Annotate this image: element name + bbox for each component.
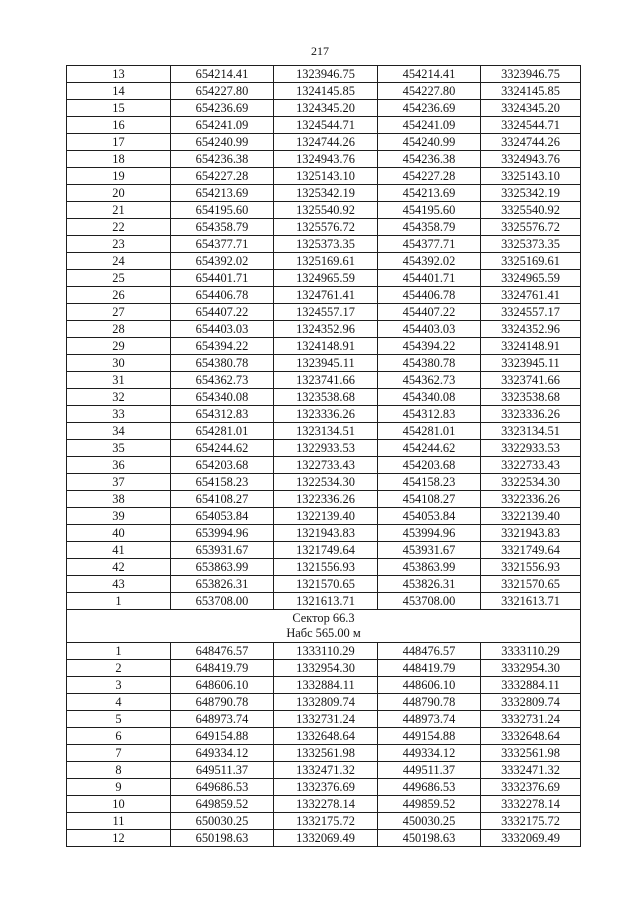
coordinate-cell: 649334.12 bbox=[171, 745, 274, 762]
coordinate-cell: 449334.12 bbox=[378, 745, 481, 762]
coordinate-cell: 1332731.24 bbox=[274, 711, 378, 728]
point-number-cell: 31 bbox=[67, 372, 171, 389]
point-number-cell: 40 bbox=[67, 525, 171, 542]
coordinate-cell: 1323538.68 bbox=[274, 389, 378, 406]
coordinate-cell: 1325169.61 bbox=[274, 253, 378, 270]
table-row bbox=[67, 796, 581, 813]
table-row bbox=[67, 813, 581, 830]
coordinate-cell: 448606.10 bbox=[378, 677, 481, 694]
coordinate-cell: 3321943.83 bbox=[481, 525, 581, 542]
coordinate-cell: 3323336.26 bbox=[481, 406, 581, 423]
table-row bbox=[67, 779, 581, 796]
coordinate-cell: 654407.22 bbox=[171, 304, 274, 321]
coordinate-cell: 3324544.71 bbox=[481, 117, 581, 134]
coordinate-cell: 654236.38 bbox=[171, 151, 274, 168]
coordinate-cell: 654195.60 bbox=[171, 202, 274, 219]
point-number-cell: 17 bbox=[67, 134, 171, 151]
point-number-cell: 23 bbox=[67, 236, 171, 253]
coordinate-cell: 654213.69 bbox=[171, 185, 274, 202]
coordinate-cell: 654403.03 bbox=[171, 321, 274, 338]
table-row bbox=[67, 117, 581, 134]
coordinate-cell: 3324557.17 bbox=[481, 304, 581, 321]
coordinate-cell: 1324744.26 bbox=[274, 134, 378, 151]
coordinate-cell: 654158.23 bbox=[171, 474, 274, 491]
coordinate-cell: 654214.41 bbox=[171, 66, 274, 83]
coordinate-cell: 1322336.26 bbox=[274, 491, 378, 508]
coordinate-cell: 449686.53 bbox=[378, 779, 481, 796]
point-number-cell: 34 bbox=[67, 423, 171, 440]
coordinate-cell: 650198.63 bbox=[171, 830, 274, 847]
coordinate-cell: 3324943.76 bbox=[481, 151, 581, 168]
coordinate-cell: 454227.80 bbox=[378, 83, 481, 100]
coordinate-cell: 654227.80 bbox=[171, 83, 274, 100]
point-number-cell: 15 bbox=[67, 100, 171, 117]
point-number-cell: 43 bbox=[67, 576, 171, 593]
coordinate-cell: 3332376.69 bbox=[481, 779, 581, 796]
table-row bbox=[67, 660, 581, 677]
coordinate-cell: 3332809.74 bbox=[481, 694, 581, 711]
point-number-cell: 16 bbox=[67, 117, 171, 134]
point-number-cell: 3 bbox=[67, 677, 171, 694]
coordinate-cell: 454407.22 bbox=[378, 304, 481, 321]
sector-height: Набс 565.00 м bbox=[286, 626, 361, 640]
table-row bbox=[67, 66, 581, 83]
coordinate-cell: 654380.78 bbox=[171, 355, 274, 372]
point-number-cell: 27 bbox=[67, 304, 171, 321]
point-number-cell: 9 bbox=[67, 779, 171, 796]
coordinate-cell: 454213.69 bbox=[378, 185, 481, 202]
coordinate-cell: 454401.71 bbox=[378, 270, 481, 287]
coordinate-cell: 1332954.30 bbox=[274, 660, 378, 677]
coordinate-cell: 1321570.65 bbox=[274, 576, 378, 593]
table-row bbox=[67, 270, 581, 287]
coordinate-cell: 453708.00 bbox=[378, 593, 481, 610]
coordinate-cell: 654108.27 bbox=[171, 491, 274, 508]
coordinate-cell: 1325143.10 bbox=[274, 168, 378, 185]
point-number-cell: 32 bbox=[67, 389, 171, 406]
coordinate-cell: 1323945.11 bbox=[274, 355, 378, 372]
coordinate-cell: 1332561.98 bbox=[274, 745, 378, 762]
coordinate-cell: 653931.67 bbox=[171, 542, 274, 559]
point-number-cell: 37 bbox=[67, 474, 171, 491]
coordinate-cell: 3322139.40 bbox=[481, 508, 581, 525]
coordinate-cell: 453994.96 bbox=[378, 525, 481, 542]
coordinate-cell: 649859.52 bbox=[171, 796, 274, 813]
table-row bbox=[67, 474, 581, 491]
coordinate-cell: 654241.09 bbox=[171, 117, 274, 134]
point-number-cell: 10 bbox=[67, 796, 171, 813]
coordinate-cell: 454312.83 bbox=[378, 406, 481, 423]
coordinate-cell: 3325342.19 bbox=[481, 185, 581, 202]
coordinate-cell: 453863.99 bbox=[378, 559, 481, 576]
coordinate-cell: 654401.71 bbox=[171, 270, 274, 287]
coordinate-cell: 3324148.91 bbox=[481, 338, 581, 355]
coordinate-cell: 649154.88 bbox=[171, 728, 274, 745]
coordinate-cell: 454158.23 bbox=[378, 474, 481, 491]
point-number-cell: 42 bbox=[67, 559, 171, 576]
coordinate-cell: 454380.78 bbox=[378, 355, 481, 372]
coordinate-cell: 3333110.29 bbox=[481, 643, 581, 660]
table-row bbox=[67, 457, 581, 474]
coordinate-cell: 3325373.35 bbox=[481, 236, 581, 253]
point-number-cell: 4 bbox=[67, 694, 171, 711]
coordinate-cell: 450030.25 bbox=[378, 813, 481, 830]
point-number-cell: 12 bbox=[67, 830, 171, 847]
coordinate-cell: 454236.69 bbox=[378, 100, 481, 117]
coordinate-cell: 654406.78 bbox=[171, 287, 274, 304]
table-row bbox=[67, 372, 581, 389]
point-number-cell: 11 bbox=[67, 813, 171, 830]
table-row bbox=[67, 406, 581, 423]
coordinate-cell: 454236.38 bbox=[378, 151, 481, 168]
point-number-cell: 33 bbox=[67, 406, 171, 423]
coordinate-cell: 454244.62 bbox=[378, 440, 481, 457]
coordinate-cell: 448973.74 bbox=[378, 711, 481, 728]
coordinate-cell: 3324761.41 bbox=[481, 287, 581, 304]
coordinate-cell: 1332069.49 bbox=[274, 830, 378, 847]
point-number-cell: 26 bbox=[67, 287, 171, 304]
coordinate-cell: 653863.99 bbox=[171, 559, 274, 576]
point-number-cell: 38 bbox=[67, 491, 171, 508]
table-row bbox=[67, 389, 581, 406]
coordinate-cell: 654394.22 bbox=[171, 338, 274, 355]
point-number-cell: 41 bbox=[67, 542, 171, 559]
page-number: 217 bbox=[311, 44, 329, 58]
coordinate-cell: 3323741.66 bbox=[481, 372, 581, 389]
coordinate-cell: 454108.27 bbox=[378, 491, 481, 508]
coordinate-cell: 454240.99 bbox=[378, 134, 481, 151]
coordinate-cell: 648790.78 bbox=[171, 694, 274, 711]
coordinate-cell: 1325373.35 bbox=[274, 236, 378, 253]
coordinate-cell: 3321613.71 bbox=[481, 593, 581, 610]
table-row bbox=[67, 643, 581, 660]
coordinate-cell: 449154.88 bbox=[378, 728, 481, 745]
coordinate-cell: 3322534.30 bbox=[481, 474, 581, 491]
coordinate-cell: 3332884.11 bbox=[481, 677, 581, 694]
coordinate-cell: 3332731.24 bbox=[481, 711, 581, 728]
table-row bbox=[67, 83, 581, 100]
coordinate-cell: 654244.62 bbox=[171, 440, 274, 457]
table-row bbox=[67, 304, 581, 321]
sector-name: Сектор 66.3 bbox=[292, 611, 355, 625]
coordinate-cell: 454227.28 bbox=[378, 168, 481, 185]
point-number-cell: 29 bbox=[67, 338, 171, 355]
coordinate-cell: 1332175.72 bbox=[274, 813, 378, 830]
table-row bbox=[67, 491, 581, 508]
coordinate-cell: 654240.99 bbox=[171, 134, 274, 151]
table-row bbox=[67, 677, 581, 694]
coordinate-cell: 3321556.93 bbox=[481, 559, 581, 576]
coordinate-cell: 450198.63 bbox=[378, 830, 481, 847]
coordinate-cell: 448790.78 bbox=[378, 694, 481, 711]
coordinate-cell: 3325169.61 bbox=[481, 253, 581, 270]
table-row bbox=[67, 440, 581, 457]
coordinate-cell: 649511.37 bbox=[171, 762, 274, 779]
table-row bbox=[67, 321, 581, 338]
point-number-cell: 19 bbox=[67, 168, 171, 185]
point-number-cell: 5 bbox=[67, 711, 171, 728]
coordinate-cell: 654203.68 bbox=[171, 457, 274, 474]
table-row bbox=[67, 542, 581, 559]
coordinate-cell: 1323946.75 bbox=[274, 66, 378, 83]
coordinate-cell: 454406.78 bbox=[378, 287, 481, 304]
coordinate-cell: 1332809.74 bbox=[274, 694, 378, 711]
coordinate-cell: 3332471.32 bbox=[481, 762, 581, 779]
coordinate-cell: 1324544.71 bbox=[274, 117, 378, 134]
table-row bbox=[67, 151, 581, 168]
coordinate-cell: 1325540.92 bbox=[274, 202, 378, 219]
coordinate-cell: 650030.25 bbox=[171, 813, 274, 830]
coordinate-cell: 1322139.40 bbox=[274, 508, 378, 525]
point-number-cell: 13 bbox=[67, 66, 171, 83]
point-number-cell: 22 bbox=[67, 219, 171, 236]
coordinate-cell: 454281.01 bbox=[378, 423, 481, 440]
sector-header bbox=[67, 610, 581, 643]
coordinate-cell: 3325576.72 bbox=[481, 219, 581, 236]
coordinate-cell: 3324744.26 bbox=[481, 134, 581, 151]
coordinate-cell: 454340.08 bbox=[378, 389, 481, 406]
coordinate-cell: 1332471.32 bbox=[274, 762, 378, 779]
coordinate-cell: 3325540.92 bbox=[481, 202, 581, 219]
coordinate-cell: 1332278.14 bbox=[274, 796, 378, 813]
table-row bbox=[67, 694, 581, 711]
coordinate-cell: 1325576.72 bbox=[274, 219, 378, 236]
table-row bbox=[67, 762, 581, 779]
coordinate-cell: 454403.03 bbox=[378, 321, 481, 338]
point-number-cell: 7 bbox=[67, 745, 171, 762]
coordinate-cell: 1332376.69 bbox=[274, 779, 378, 796]
coordinate-cell: 454394.22 bbox=[378, 338, 481, 355]
coordinate-cell: 654377.71 bbox=[171, 236, 274, 253]
point-number-cell: 24 bbox=[67, 253, 171, 270]
coordinate-cell: 454377.71 bbox=[378, 236, 481, 253]
coordinate-cell: 648606.10 bbox=[171, 677, 274, 694]
coordinate-cell: 3323134.51 bbox=[481, 423, 581, 440]
coordinate-cell: 1332648.64 bbox=[274, 728, 378, 745]
coordinate-cell: 448419.79 bbox=[378, 660, 481, 677]
coordinate-cell: 3322933.53 bbox=[481, 440, 581, 457]
coordinate-cell: 1333110.29 bbox=[274, 643, 378, 660]
coordinate-cell: 1324943.76 bbox=[274, 151, 378, 168]
coordinate-cell: 653708.00 bbox=[171, 593, 274, 610]
coordinate-cell: 653826.31 bbox=[171, 576, 274, 593]
coordinates-table-body bbox=[67, 66, 581, 847]
coordinate-cell: 654053.84 bbox=[171, 508, 274, 525]
coordinate-cell: 1321556.93 bbox=[274, 559, 378, 576]
table-row bbox=[67, 355, 581, 372]
coordinate-cell: 1324145.85 bbox=[274, 83, 378, 100]
coordinate-cell: 454241.09 bbox=[378, 117, 481, 134]
table-row bbox=[67, 728, 581, 745]
coordinate-cell: 3323538.68 bbox=[481, 389, 581, 406]
table-row bbox=[67, 202, 581, 219]
coordinate-cell: 449859.52 bbox=[378, 796, 481, 813]
table-row bbox=[67, 559, 581, 576]
coordinate-cell: 454053.84 bbox=[378, 508, 481, 525]
coordinate-cell: 1322733.43 bbox=[274, 457, 378, 474]
coordinate-cell: 3332561.98 bbox=[481, 745, 581, 762]
point-number-cell: 28 bbox=[67, 321, 171, 338]
table-row bbox=[67, 219, 581, 236]
coordinate-cell: 653994.96 bbox=[171, 525, 274, 542]
coordinate-cell: 1325342.19 bbox=[274, 185, 378, 202]
coordinate-cell: 1324352.96 bbox=[274, 321, 378, 338]
coordinate-cell: 1321943.83 bbox=[274, 525, 378, 542]
table-row bbox=[67, 593, 581, 610]
coordinate-cell: 1324148.91 bbox=[274, 338, 378, 355]
coordinate-cell: 648973.74 bbox=[171, 711, 274, 728]
coordinate-cell: 654362.73 bbox=[171, 372, 274, 389]
coordinate-cell: 449511.37 bbox=[378, 762, 481, 779]
coordinate-cell: 3324345.20 bbox=[481, 100, 581, 117]
coordinate-cell: 454203.68 bbox=[378, 457, 481, 474]
coordinate-cell: 3322733.43 bbox=[481, 457, 581, 474]
coordinate-cell: 1321749.64 bbox=[274, 542, 378, 559]
point-number-cell: 39 bbox=[67, 508, 171, 525]
coordinate-cell: 448476.57 bbox=[378, 643, 481, 660]
coordinate-cell: 654358.79 bbox=[171, 219, 274, 236]
coordinate-cell: 3323946.75 bbox=[481, 66, 581, 83]
coordinate-cell: 654281.01 bbox=[171, 423, 274, 440]
coordinate-cell: 648476.57 bbox=[171, 643, 274, 660]
coordinate-cell: 1324345.20 bbox=[274, 100, 378, 117]
table-row bbox=[67, 168, 581, 185]
coordinate-cell: 453826.31 bbox=[378, 576, 481, 593]
table-row bbox=[67, 287, 581, 304]
point-number-cell: 8 bbox=[67, 762, 171, 779]
coordinate-cell: 1324557.17 bbox=[274, 304, 378, 321]
coordinate-cell: 654236.69 bbox=[171, 100, 274, 117]
coordinate-cell: 1323336.26 bbox=[274, 406, 378, 423]
point-number-cell: 35 bbox=[67, 440, 171, 457]
table-row bbox=[67, 253, 581, 270]
point-number-cell: 25 bbox=[67, 270, 171, 287]
coordinate-cell: 1323741.66 bbox=[274, 372, 378, 389]
table-row bbox=[67, 525, 581, 542]
coordinate-cell: 3332954.30 bbox=[481, 660, 581, 677]
coordinate-cell: 3324145.85 bbox=[481, 83, 581, 100]
coordinate-cell: 654312.83 bbox=[171, 406, 274, 423]
table-row bbox=[67, 508, 581, 525]
coordinate-cell: 1321613.71 bbox=[274, 593, 378, 610]
point-number-cell: 2 bbox=[67, 660, 171, 677]
table-row bbox=[67, 100, 581, 117]
coordinate-cell: 654340.08 bbox=[171, 389, 274, 406]
coordinate-cell: 3322336.26 bbox=[481, 491, 581, 508]
coordinate-cell: 648419.79 bbox=[171, 660, 274, 677]
coordinate-cell: 454392.02 bbox=[378, 253, 481, 270]
coordinate-cell: 1324761.41 bbox=[274, 287, 378, 304]
coordinate-cell: 3324965.59 bbox=[481, 270, 581, 287]
coordinate-cell: 654227.28 bbox=[171, 168, 274, 185]
point-number-cell: 6 bbox=[67, 728, 171, 745]
point-number-cell: 1 bbox=[67, 643, 171, 660]
coordinate-cell: 649686.53 bbox=[171, 779, 274, 796]
coordinate-cell: 454358.79 bbox=[378, 219, 481, 236]
coordinate-cell: 654392.02 bbox=[171, 253, 274, 270]
coordinate-cell: 3324352.96 bbox=[481, 321, 581, 338]
coordinate-cell: 1322534.30 bbox=[274, 474, 378, 491]
table-row bbox=[67, 185, 581, 202]
coordinate-cell: 3321570.65 bbox=[481, 576, 581, 593]
point-number-cell: 21 bbox=[67, 202, 171, 219]
table-row bbox=[67, 745, 581, 762]
coordinate-cell: 1322933.53 bbox=[274, 440, 378, 457]
coordinates-table bbox=[66, 65, 581, 847]
point-number-cell: 30 bbox=[67, 355, 171, 372]
coordinate-cell: 3321749.64 bbox=[481, 542, 581, 559]
point-number-cell: 36 bbox=[67, 457, 171, 474]
table-row bbox=[67, 711, 581, 728]
table-row bbox=[67, 830, 581, 847]
coordinate-cell: 454362.73 bbox=[378, 372, 481, 389]
coordinate-cell: 3332648.64 bbox=[481, 728, 581, 745]
coordinate-cell: 453931.67 bbox=[378, 542, 481, 559]
point-number-cell: 18 bbox=[67, 151, 171, 168]
coordinate-cell: 3332069.49 bbox=[481, 830, 581, 847]
coordinate-cell: 1324965.59 bbox=[274, 270, 378, 287]
point-number-cell: 14 bbox=[67, 83, 171, 100]
coordinate-cell: 3332175.72 bbox=[481, 813, 581, 830]
coordinate-cell: 454195.60 bbox=[378, 202, 481, 219]
sector-header-row bbox=[67, 610, 581, 643]
coordinate-cell: 1332884.11 bbox=[274, 677, 378, 694]
coordinate-cell: 3325143.10 bbox=[481, 168, 581, 185]
table-row bbox=[67, 576, 581, 593]
coordinate-cell: 454214.41 bbox=[378, 66, 481, 83]
point-number-cell: 1 bbox=[67, 593, 171, 610]
coordinate-cell: 3332278.14 bbox=[481, 796, 581, 813]
coordinate-cell: 3323945.11 bbox=[481, 355, 581, 372]
table-row bbox=[67, 134, 581, 151]
table-row bbox=[67, 338, 581, 355]
coordinate-cell: 1323134.51 bbox=[274, 423, 378, 440]
table-row bbox=[67, 236, 581, 253]
table-row bbox=[67, 423, 581, 440]
point-number-cell: 20 bbox=[67, 185, 171, 202]
